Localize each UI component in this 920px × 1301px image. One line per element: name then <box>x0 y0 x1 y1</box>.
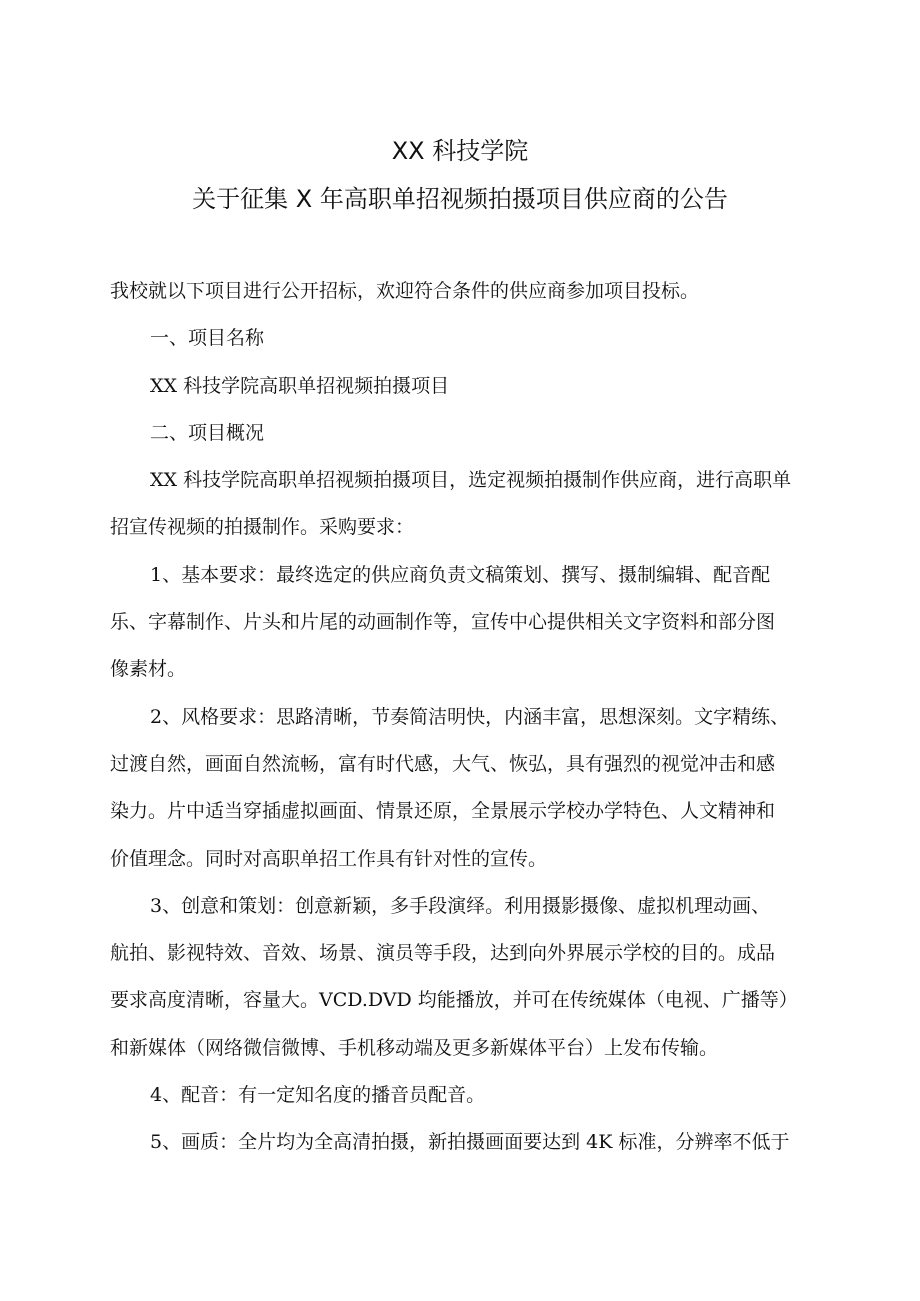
requirement-voiceover-line: 4、配音：有一定知名度的播音员配音。 <box>150 1084 486 1107</box>
overview-line: 招宣传视频的拍摄制作。采购要求： <box>110 516 415 539</box>
requirement-basic-line: 1、基本要求：最终选定的供应商负责文稿策划、撰写、摄制编辑、配音配 <box>150 563 771 586</box>
intro-paragraph: 我校就以下项目进行公开招标，欢迎符合条件的供应商参加项目投标。 <box>110 280 700 302</box>
requirement-creative-line: 要求高度清晰，容量大。VCD.DVD 均能播放，并可在传统媒体（电视、广播等） <box>110 989 798 1012</box>
requirement-style-line: 价值理念。同时对高职单招工作具有针对性的宣传。 <box>110 847 548 870</box>
requirement-style-line: 过渡自然，画面自然流畅，富有时代感，大气、恢弘，具有强烈的视觉冲击和感 <box>110 752 776 775</box>
requirement-basic-line: 像素材。 <box>110 658 187 681</box>
requirement-quality-line: 5、画质：全片均为全高清拍摄，新拍摄画面要达到 4K 标准，分辨率不低于 <box>150 1131 790 1154</box>
requirement-style-line: 染力。片中适当穿插虚拟画面、情景还原，全景展示学校办学特色、人文精神和 <box>110 800 776 823</box>
document-body <box>110 276 830 1175</box>
section-heading-project-overview: 二、项目概况 <box>150 421 265 444</box>
requirement-creative-line: 航拍、影视特效、音效、场景、演员等手段，达到向外界展示学校的目的。成品 <box>110 942 776 965</box>
org-title: XX 科技学院 <box>391 137 529 165</box>
section-heading-project-name: 一、项目名称 <box>150 327 265 350</box>
requirement-style-line: 2、风格要求：思路清晰，节奏简洁明快，内涵丰富，思想深刻。文字精练、 <box>150 705 790 728</box>
overview-line: XX 科技学院高职单招视频拍摄项目，选定视频拍摄制作供应商，进行高职单 <box>150 469 792 492</box>
announcement-title: 关于征集 X 年高职单招视频拍摄项目供应商的公告 <box>192 185 728 213</box>
requirement-creative-line: 3、创意和策划：创意新颖，多手段演绎。利用摄影摄像、虚拟机理动画、 <box>150 894 771 917</box>
requirement-creative-line: 和新媒体（网络微信微博、手机移动端及更多新媒体平台）上发布传输。 <box>110 1036 719 1059</box>
project-name-text: XX 科技学院高职单招视频拍摄项目 <box>150 374 450 397</box>
requirement-basic-line: 乐、字幕制作、片头和片尾的动画制作等，宣传中心提供相关文字资料和部分图 <box>110 611 776 634</box>
